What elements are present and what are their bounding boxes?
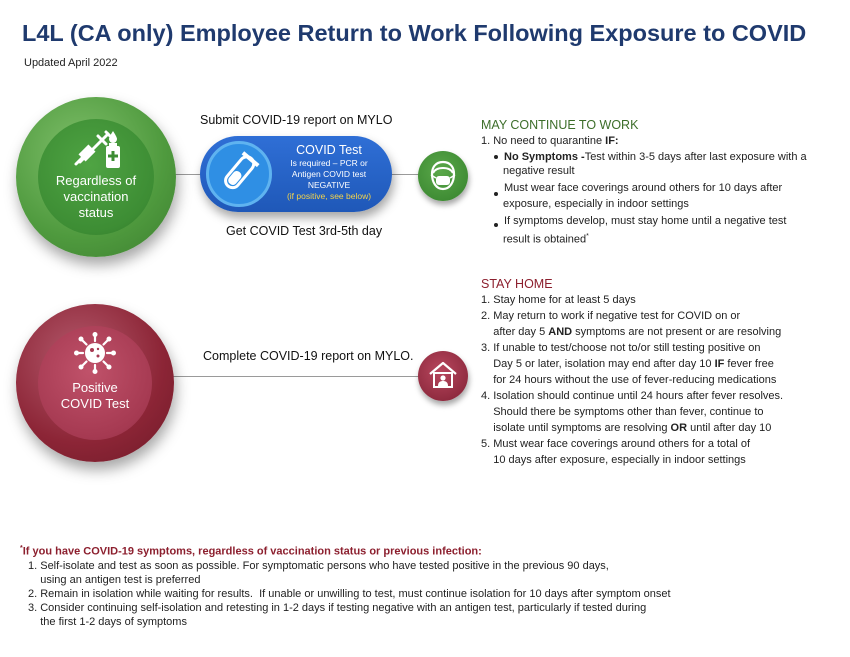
may-continue-bullet-cont: negative result xyxy=(503,165,575,177)
house-person-icon xyxy=(427,359,459,391)
covid-test-title: COVID Test xyxy=(296,143,362,157)
footnote-mark: * xyxy=(586,233,589,240)
footnote-line: using an antigen test is preferred xyxy=(28,574,201,586)
line-emphasis: AND xyxy=(548,326,573,338)
item-text: 1. No need to quarantine xyxy=(481,135,606,147)
updated-date: Updated April 2022 xyxy=(24,57,118,69)
line-text: 4. Isolation should continue until 24 hours after fever resolves. xyxy=(481,390,784,402)
circle-label-line: Regardless of xyxy=(55,173,137,188)
footnote-heading xyxy=(20,545,482,558)
bullet-text: result is obtained xyxy=(503,233,587,246)
stay-home-line xyxy=(481,420,771,436)
line-text: 1. Stay home for at least 5 days xyxy=(481,294,636,306)
test-tube-icon xyxy=(216,150,262,196)
line-text: Should there be symptoms other than fever, continue to xyxy=(481,406,764,418)
stay-home-heading: STAY HOME xyxy=(481,277,553,291)
covid-test-note: (if positive, see below) xyxy=(286,191,372,201)
stay-home-line xyxy=(481,372,776,388)
submit-report-label: Submit COVID-19 report on MYLO xyxy=(200,113,393,127)
may-continue-bullet-cont: exposure, especially in indoor settings xyxy=(503,198,689,210)
line-text: 3. If unable to test/choose not to/or still testing positive on xyxy=(481,342,761,354)
line-text: until after day 10 xyxy=(687,422,772,434)
covid-test-line: NEGATIVE xyxy=(307,180,351,190)
line-text: 2. May return to work if negative test for COVID on or xyxy=(481,310,741,322)
bullet-emphasis: No Symptoms - xyxy=(504,151,585,163)
line-text: 10 days after exposure, especially in indoor settings xyxy=(481,454,746,466)
may-continue-bullet xyxy=(494,213,786,229)
circle-label-line: COVID Test xyxy=(60,396,130,411)
bullet-icon xyxy=(494,192,498,196)
stay-home-line xyxy=(481,340,760,356)
stay-home-line xyxy=(481,292,636,308)
line-emphasis: OR xyxy=(670,422,688,434)
may-continue-heading: MAY CONTINUE TO WORK xyxy=(481,118,639,132)
positive-test-label xyxy=(40,380,150,412)
may-continue-item-1 xyxy=(481,133,619,149)
stay-home-line xyxy=(481,388,783,404)
covid-test-line: Antigen COVID test xyxy=(291,169,367,179)
page-title: L4L (CA only) Employee Return to Work Following Exposure to COVID xyxy=(22,20,807,46)
bullet-icon xyxy=(494,223,498,227)
stay-home-line xyxy=(481,308,740,324)
circle-label-line: status xyxy=(78,205,114,220)
footnote-line: 1. Self-isolate and test as soon as possible. For symptomatic persons who have tested positive in the previous 90 days, xyxy=(28,560,609,572)
bullet-icon xyxy=(494,155,498,159)
may-continue-bullet-cont xyxy=(503,229,589,248)
footnote-line: 3. Consider continuing self-isolation and retesting in 1-2 days if testing negative with an antigen test, particularly if tested during xyxy=(28,602,647,614)
footnote-mark: * xyxy=(20,545,23,552)
stay-home-line xyxy=(481,452,746,468)
bottom-connector-line xyxy=(170,376,420,377)
syringe-vial-icon xyxy=(68,128,126,172)
vaccination-status-label xyxy=(40,173,152,221)
line-text: for 24 hours without the use of fever-reducing medications xyxy=(481,374,777,386)
get-test-label: Get COVID Test 3rd-5th day xyxy=(226,224,383,238)
stay-home-line xyxy=(481,324,781,340)
line-text: 5. Must wear face coverings around others for a total of xyxy=(481,438,751,450)
item-emphasis: IF: xyxy=(605,135,619,147)
circle-label-line: Positive xyxy=(72,380,118,395)
line-text: Day 5 or later, isolation may end after day 10 xyxy=(481,358,715,370)
bullet-text: If symptoms develop, must stay home until a negative test xyxy=(504,215,787,227)
stay-home-line xyxy=(481,356,774,372)
footnote-line: 2. Remain in isolation while waiting for results. If unable or unwilling to test, must continue isolation for 10 days after symptom onset xyxy=(28,588,671,600)
circle-label-line: vaccination xyxy=(63,189,129,204)
bullet-text: Test within 3-5 days after last exposure with a xyxy=(584,151,807,163)
complete-report-label: Complete COVID-19 report on MYLO. xyxy=(203,349,414,363)
line-emphasis: IF xyxy=(714,358,725,370)
footnote-heading-text: If you have COVID-19 symptoms, regardless of vaccination status or previous infection: xyxy=(22,545,482,558)
line-text: after day 5 xyxy=(481,326,549,338)
line-text: symptoms are not present or are resolving xyxy=(572,326,782,338)
face-mask-icon xyxy=(426,159,460,193)
bullet-text: Must wear face coverings around others for 10 days after xyxy=(504,182,783,194)
virus-icon xyxy=(73,331,117,375)
may-continue-bullet xyxy=(494,180,782,196)
stay-home-line xyxy=(481,404,764,420)
line-text: fever free xyxy=(724,358,774,370)
footnote-line: the first 1-2 days of symptoms xyxy=(28,616,187,628)
stay-home-line xyxy=(481,436,750,452)
line-text: isolate until symptoms are resolving xyxy=(481,422,671,434)
covid-test-line: Is required – PCR or xyxy=(290,158,368,168)
covid-test-text xyxy=(270,142,388,202)
